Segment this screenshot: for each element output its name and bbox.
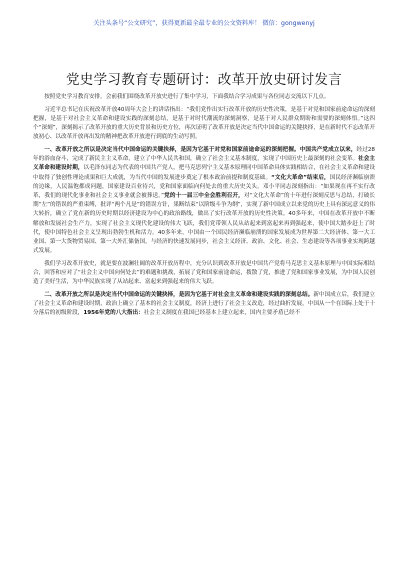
section-1-text-e: 国民经济濒临崩溃的边缘，人民温饱都成问题，国家建设百业待兴，党和国家面临向何处去的重大历史关头。邓小平同志深刻指出：“如果现在再不实行改革，我们的现代化事业和社会主义事业就会被葬送。”: [33, 174, 375, 200]
section-2-text-a: 新中国成立后，我们建立了社会主义革命和建设时期，政治上确立了基本的社会主义制度，经济上进行了社会主义改造，经过曲折发展，中国从一个在国际上处于十分落后的初级阶段，: [33, 292, 375, 317]
section-1-bold-f: 党的十一届三中全会胜利召开，: [164, 193, 244, 200]
section-1-text-a: 经过28年的浴血奋斗，完成了新民主主义革命，建立了中华人民共和国，确立了社会主义基本制度，实现了中国历史上最深刻的社会变革。: [33, 147, 375, 163]
page-title: 党史学习教育专题研讨：改革开放史研讨发言: [66, 72, 342, 88]
intro-paragraph: 按照党史学习教育安排，会前我们围绕改革开放史进行了集中学习，下面我结合学习成果与各位同志交流以下几点。: [44, 94, 330, 100]
section-1-text-c: 以毛泽东同志为代表的中国共产党人，把马克思列宁主义基本原理同中国革命具体实践相结合，在社会主义革命和建设中取得了独创性理论成果和巨大成就，为当代中国的发展进步奠定了根本政治前提和制度基础。: [33, 165, 375, 181]
section-1-bold-b: 社会主义革命和建设时期，: [33, 156, 375, 172]
document-body: [33, 93, 375, 322]
section-1-bold-d: “文化大革命”结束后，: [271, 174, 330, 181]
paragraph-quote: 习近平总书记在庆祝改革开放40周年大会上的讲话指出：“我们党作出实行改革开放的历史性决策，是基于对党和国家前途命运的深刻把握，是基于对社会主义革命和建设实践的深刻总结，是基于对时代潮流的深刻洞察，是基于对人民群众期盼和需要的深刻体悟。”这四个“深刻”，深刻揭示了改革开放的重大历史背景和历史方位，再次证明了改革开放是决定当代中国命运的关键抉择，是在新时代不忘改革开放初心、以改革开放再出发的精神把改革开放进行到底的生动写照。: [33, 106, 375, 141]
promo-banner[interactable]: 关注头条号“公文研究”，获得更新最全最专业的公文资料库！ 微信：gongwenyj: [93, 20, 315, 27]
section-1-text-g: 对“文化大革命”的十年进行深刻反思与总结，打破长期“左”的错误的严重束缚，批评“两个凡是”的错误方针，果断结束“以阶级斗争为纲”，实现了新中国成立以来党的历史上具有深远意义的伟大转折，确立了党在新的历史时期以经济建设为中心的政治路线，做出了实行改革开放的历史性决策。40多年来，中国在改革开放中不断解放和发展社会生产力，实现了社会主义现代化建设的伟大飞跃，我们党带领人民从站起来到富起来再到强起来，使中国大踏步赶上了时代，使中国特色社会主义呈现出勃勃生机和活力。40多年来，中国由一个国民经济濒临崩溃的国家发展成为世界第二大经济体、第一大工业国、第一大货物贸易国、第一大外汇储备国，与经济的快速发展同步，社会主义经济、政治、文化、社会、生态建设等各项事业实现跨越式发展。: [33, 193, 375, 255]
paragraph-summary: 我们学习改革开放史，就是要在波澜壮阔的改革开放历程中，充分认识到改革开放是中国共产党将马克思主义基本原理与中国实际相结合，回答和应对了“社会主义中国向何处去”的难题和挑战，拓展了党和国家前途命运，拨散了党，推进了党和国家事业发展，为中国人民创造了美好生活，为中华民族实现了从站起来、富起来到强起来的伟大飞跃。: [33, 260, 375, 286]
section-2-paragraph: [33, 291, 375, 319]
section-2-bold-b: 1956年党的八大指出：: [83, 310, 144, 317]
section-1-paragraph: [33, 146, 375, 256]
section-2-text-c: 社会主义制度在我国已经基本上建立起来，国内主要矛盾已经不: [143, 310, 301, 317]
section-2-heading: 二、改革开放之所以是决定当代中国命运的关键抉择，是因为它基于对社会主义革命和建设实践的深刻总结。: [44, 292, 314, 299]
section-1-heading: 一、改革开放之所以是决定当代中国命运的关键抉择，是因为它基于对党和国家前途命运的深刻把握。中国共产党成立以来，: [44, 147, 357, 154]
